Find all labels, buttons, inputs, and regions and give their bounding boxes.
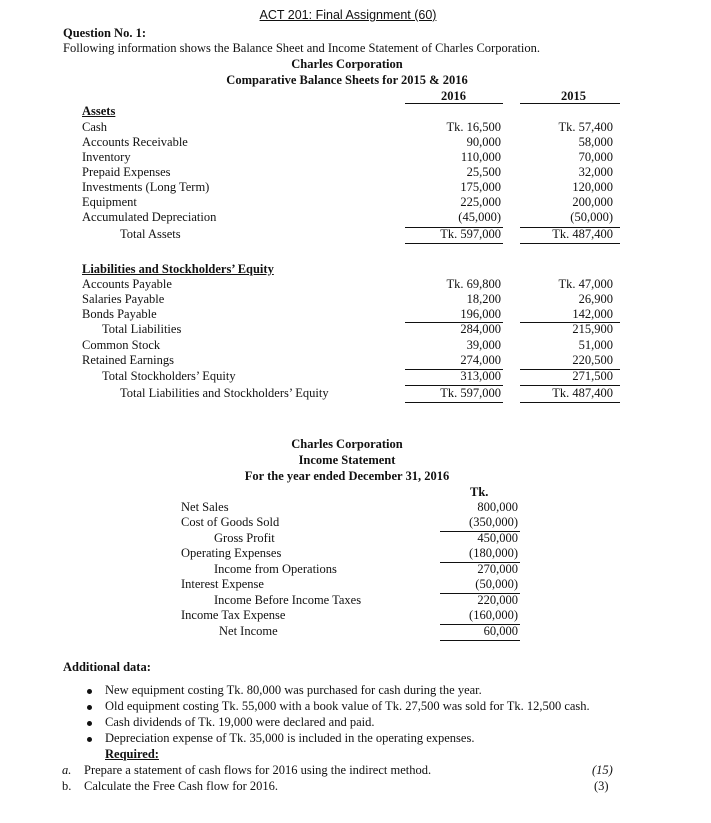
asset-value-2015: 200,000 bbox=[572, 195, 613, 209]
liability-value-2015: 51,000 bbox=[578, 338, 613, 352]
asset-value-2016: 90,000 bbox=[466, 135, 501, 149]
bullet-icon bbox=[87, 705, 92, 710]
task-text: Prepare a statement of cash flows for 2016 using the indirect method. bbox=[84, 763, 432, 777]
liability-value-2016: 39,000 bbox=[466, 338, 501, 352]
liability-value-2016: 196,000 bbox=[460, 307, 501, 321]
task-marks: (15) bbox=[592, 763, 613, 777]
total-assets-2015: Tk. 487,400 bbox=[552, 227, 613, 241]
liabilities-heading: Liabilities and Stockholders’ Equity bbox=[82, 262, 274, 276]
income-row-label: Interest Expense bbox=[181, 577, 264, 591]
asset-value-2016: 225,000 bbox=[460, 195, 501, 209]
income-row-value: (160,000) bbox=[469, 608, 518, 622]
total-liabilities-equity-2016: Tk. 597,000 bbox=[440, 386, 501, 400]
liability-value-2015: 220,500 bbox=[572, 353, 613, 367]
column-header-2016: 2016 bbox=[441, 89, 466, 103]
income-title: Income Statement bbox=[298, 453, 396, 467]
asset-value-2016: (45,000) bbox=[458, 210, 501, 224]
asset-label: Cash bbox=[82, 120, 107, 134]
income-row-value: 800,000 bbox=[477, 500, 518, 514]
total-rule-2016 bbox=[405, 402, 503, 403]
income-row-label: Net Sales bbox=[181, 500, 229, 514]
asset-label: Equipment bbox=[82, 195, 137, 209]
liability-value-2015: 142,000 bbox=[572, 307, 613, 321]
course-title: ACT 201: Final Assignment (60) bbox=[259, 8, 437, 22]
asset-value-2015: 32,000 bbox=[578, 165, 613, 179]
total-rule-2015 bbox=[520, 243, 620, 244]
asset-label: Prepaid Expenses bbox=[82, 165, 171, 179]
bullet-icon bbox=[87, 737, 92, 742]
income-row-value: (350,000) bbox=[469, 515, 518, 529]
net-income-value: 60,000 bbox=[483, 624, 518, 638]
task-marker: b. bbox=[62, 779, 72, 793]
asset-label: Investments (Long Term) bbox=[82, 180, 210, 194]
income-row-label: Gross Profit bbox=[214, 531, 275, 545]
liability-value-2016: Tk. 69,800 bbox=[446, 277, 501, 291]
income-row-label: Income from Operations bbox=[214, 562, 337, 576]
total-rule-2016 bbox=[405, 243, 503, 244]
income-row-value: (180,000) bbox=[469, 546, 518, 560]
header-underline-2016 bbox=[405, 103, 503, 104]
question-number: Question No. 1: bbox=[63, 26, 146, 40]
additional-data-item: New equipment costing Tk. 80,000 was purchased for cash during the year. bbox=[105, 683, 482, 697]
task-text: Calculate the Free Cash flow for 2016. bbox=[84, 779, 279, 793]
asset-value-2015: (50,000) bbox=[570, 210, 613, 224]
liability-label: Retained Earnings bbox=[82, 353, 174, 367]
income-row-value: 220,000 bbox=[477, 593, 518, 607]
liability-value-2016: 313,000 bbox=[460, 369, 501, 383]
liability-value-2015: 26,900 bbox=[578, 292, 613, 306]
liability-value-2015: 271,500 bbox=[572, 369, 613, 383]
net-income-rule bbox=[440, 640, 520, 641]
income-currency-header: Tk. bbox=[470, 485, 489, 499]
total-assets-2016: Tk. 597,000 bbox=[440, 227, 501, 241]
income-row-label: Operating Expenses bbox=[181, 546, 282, 560]
income-row-value: (50,000) bbox=[475, 577, 518, 591]
income-row-value: 270,000 bbox=[477, 562, 518, 576]
balance-sheet-company: Charles Corporation bbox=[291, 57, 403, 71]
income-row-label: Income Tax Expense bbox=[181, 608, 286, 622]
liability-label: Total Liabilities bbox=[102, 322, 182, 336]
asset-value-2016: 175,000 bbox=[460, 180, 501, 194]
asset-label: Accounts Receivable bbox=[82, 135, 188, 149]
asset-label: Inventory bbox=[82, 150, 131, 164]
liability-value-2015: Tk. 47,000 bbox=[558, 277, 613, 291]
assets-heading: Assets bbox=[82, 104, 116, 118]
net-income-label: Net Income bbox=[219, 624, 278, 638]
question-intro: Following information shows the Balance Sheet and Income Statement of Charles Corporation. bbox=[63, 41, 540, 55]
task-marks: (3) bbox=[594, 779, 609, 793]
asset-value-2016: Tk. 16,500 bbox=[446, 120, 501, 134]
additional-data-heading: Additional data: bbox=[63, 660, 151, 674]
total-assets-label: Total Assets bbox=[120, 227, 181, 241]
asset-value-2015: 70,000 bbox=[578, 150, 613, 164]
total-rule-2015 bbox=[520, 402, 620, 403]
income-period: For the year ended December 31, 2016 bbox=[244, 469, 450, 483]
income-row-label: Cost of Goods Sold bbox=[181, 515, 280, 529]
asset-value-2016: 110,000 bbox=[460, 150, 501, 164]
liability-label: Accounts Payable bbox=[82, 277, 172, 291]
task-marker: a. bbox=[62, 763, 72, 777]
additional-data-item: Depreciation expense of Tk. 35,000 is included in the operating expenses. bbox=[105, 731, 475, 745]
total-liabilities-equity-2015: Tk. 487,400 bbox=[552, 386, 613, 400]
asset-value-2016: 25,500 bbox=[466, 165, 501, 179]
balance-sheet-title: Comparative Balance Sheets for 2015 & 2016 bbox=[226, 73, 468, 87]
header-underline-2015 bbox=[520, 103, 620, 104]
liability-label: Bonds Payable bbox=[82, 307, 157, 321]
asset-value-2015: 58,000 bbox=[578, 135, 613, 149]
income-row-value: 450,000 bbox=[477, 531, 518, 545]
income-company: Charles Corporation bbox=[291, 437, 403, 451]
required-heading: Required: bbox=[105, 747, 159, 761]
liability-label: Total Stockholders’ Equity bbox=[102, 369, 236, 383]
liability-label: Salaries Payable bbox=[82, 292, 165, 306]
asset-value-2015: 120,000 bbox=[572, 180, 613, 194]
additional-data-item: Cash dividends of Tk. 19,000 were declared and paid. bbox=[105, 715, 375, 729]
additional-data-item: Old equipment costing Tk. 55,000 with a book value of Tk. 27,500 was sold for Tk. 12,500 cash. bbox=[105, 699, 590, 713]
liability-value-2015: 215,900 bbox=[572, 322, 613, 336]
bullet-icon bbox=[87, 721, 92, 726]
asset-value-2015: Tk. 57,400 bbox=[558, 120, 613, 134]
liability-value-2016: 284,000 bbox=[460, 322, 501, 336]
bullet-icon bbox=[87, 689, 92, 694]
column-header-2015: 2015 bbox=[561, 89, 586, 103]
liability-label: Common Stock bbox=[82, 338, 161, 352]
income-row-label: Income Before Income Taxes bbox=[214, 593, 362, 607]
total-liabilities-equity-label: Total Liabilities and Stockholders’ Equity bbox=[120, 386, 329, 400]
liability-value-2016: 18,200 bbox=[466, 292, 501, 306]
asset-label: Accumulated Depreciation bbox=[82, 210, 217, 224]
liability-value-2016: 274,000 bbox=[460, 353, 501, 367]
